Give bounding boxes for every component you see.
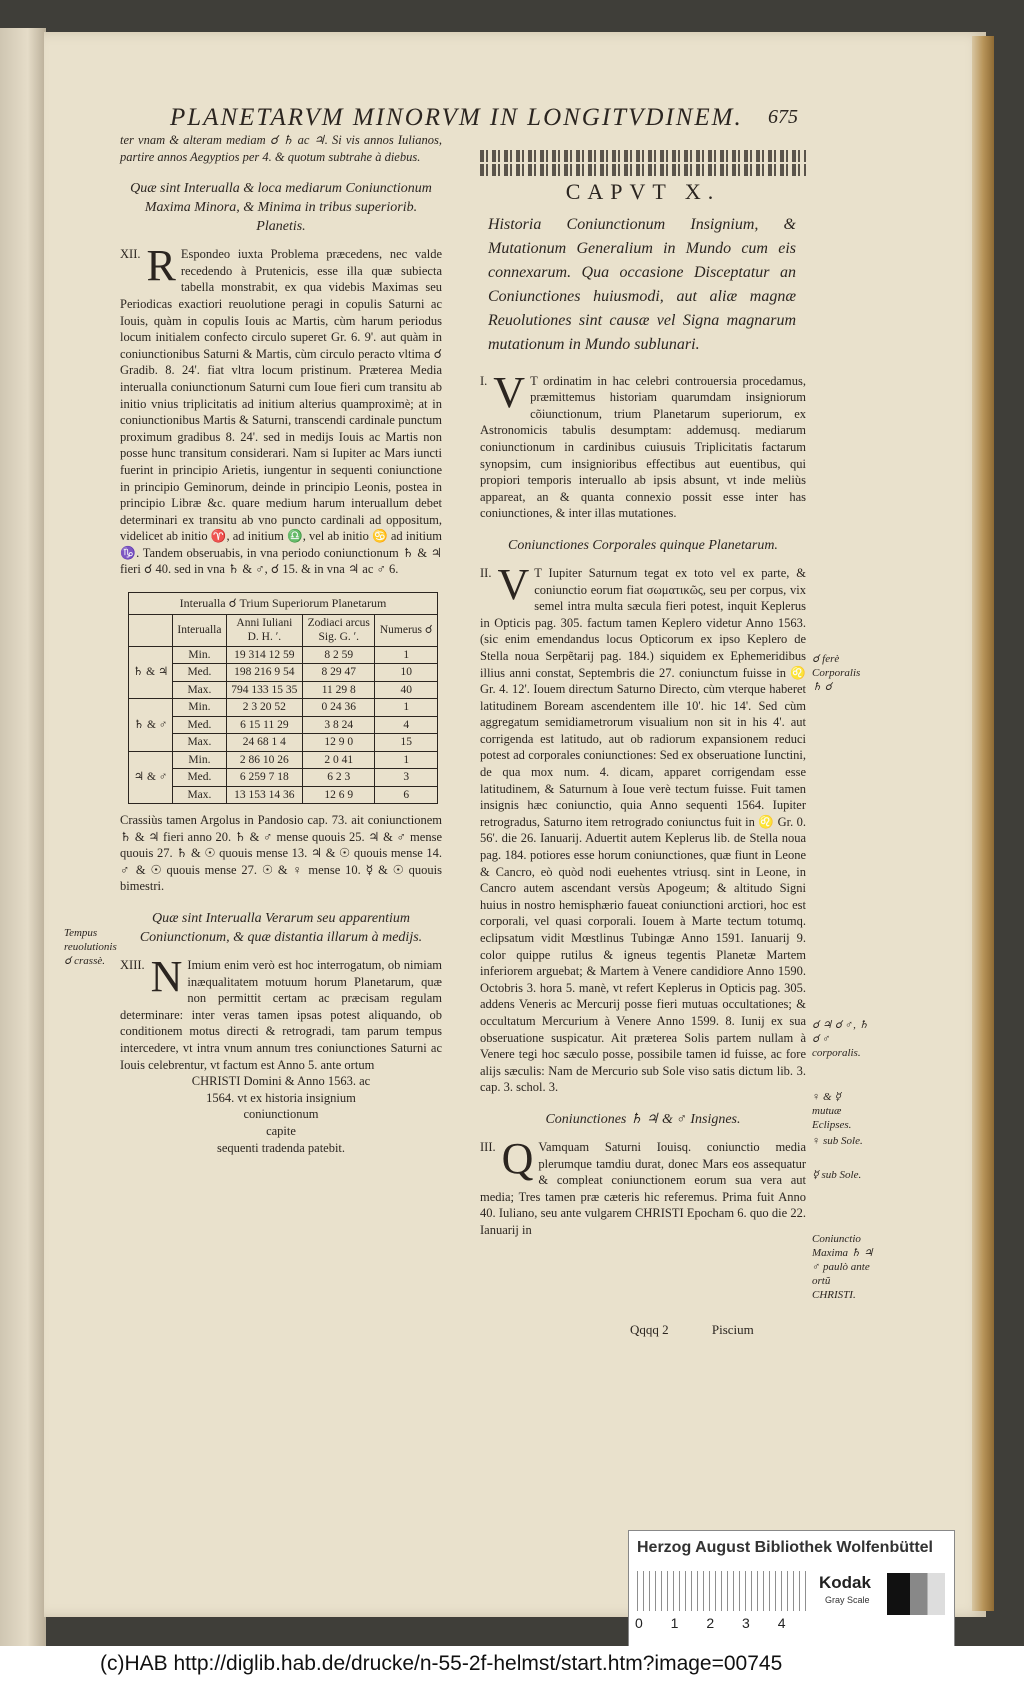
section-12 [120, 241, 442, 578]
row-label: Max. [173, 681, 226, 699]
margin-note-mercury-sun: ☿ sub Sole. [812, 1169, 862, 1181]
table-row [129, 734, 438, 752]
cell-anni: 2 3 20 52 [226, 699, 302, 717]
margin-note-venus-mercury: ♀ & ☿ mutuæ Eclipses. [812, 1091, 852, 1131]
section-text: T ordinatim in hac celebri controuersia procedamus, præmittemus historiam quarumdam insigniorum cõiunctionum, trium Planetarum superiorum, ex Astronomicis tabulis desumptam: addemusq. mediarum coniunctionum in cardinibus cuiusuis Triplicitatis factarum synopsim, cum insignioribus effectibus aut euentibus, qui propiori temporis interuallo ab ipsis absunt, vt inde meliùs appareat, an & quanta connexio possit esse inter has coniunctiones, & inter illas mutationes. [480, 373, 806, 521]
catchwords [630, 1322, 794, 1338]
cell-zodiaci: 8 29 47 [303, 664, 375, 682]
pair-label: ♃ & ♂ [129, 751, 173, 804]
section-2 [480, 559, 806, 1096]
cell-numerus: 1 [375, 699, 438, 717]
chapter-title: Historia Coniunctionum Insignium, & Mutationum Generalium in Mundo cum eis connexarum. Qua occasione Disceptatur an Coniunctiones huiusmodi, aut aliæ magnæ Reuolutiones sint causæ vel Signa magnarum mutationum in Mundo sublunari. [488, 215, 796, 353]
cell-anni: 6 259 7 18 [226, 769, 302, 787]
table-row [129, 646, 438, 664]
row-label: Med. [173, 716, 226, 734]
section-text: T Iupiter Saturnum tegat ex toto vel ex parte, & coniunctio eorum fiat σωματικῶς, seu per corpus, vix semel intra multa sæcula fieri potest, inquit Keplerus in Opticis pag. 305. factum tamen Keplero videtur Anno 1563. (sic enim emendandus locus Opticorum ex ipso Keplero de Stella noua Serpẽtarij pag. 184.) siquidem ex Ephemeridibus illius anni constat, Septembris die 27. coniunctum fuisse in ♌ Gr. 4. 12'. Iouem directum Saturno Directo, cùm vterque haberet latitudinem Boream ascendentem ille 10'. hic 14'. Sed cùm aggregatum semidiametrorum visualium non sit in his 4'. aut corrigenda est latitudo, aut ob radiorum expansionem reduci potest ad corporales coniunctiones: Sed ex obseruatione Iunctini, de qua mox num. 4. dicam, apparet corrigendam esse latitudinem, & Saturnum à Ioue verè tectum fuisse. Fuit tamen insignis hæc coniunctio, quia Anno sequenti 1564. Iupiter retrogradus, Saturno item retrogrado coniunctus fuit in ♌ Gr. 0. 56'. die 26. Ianuarij. Aduertit autem Keplerus lib. de Stella noua pag. 184. potiores esse horum coniunctiones, quæ fiunt in Leone & Cancro, eò quòd nodi euehentes vtriusq. sint in Leone, in Cancro autem ascendant versùs Apogeum; & altitudo Signi huius in nostro hemisphærio faueat coniunctioni arctiori, hoc est corporali, vel quasi corporali. Iouem à Marte tectum totumq. eclipsatum vidit Mœstlinus Tubingæ Anno 1591. Ianuarij 9. color quippe rutilus & igneus tegentis Planetæ Martem inferiorem arguebat; & Martem à Venere candidiore Anno 1590. Octobris 3. hora 5. manè, vt refert Keplerus in Opticis pag. 305. addens Veneris ac Mercurij posse fieri mutuas occultationes; & occultatum Mercurium à Venere Anno 1599. 8. Iunij ex sua obseruatione suspicatur. Ait præterea Solis partem nullam à Venere tegi hoc sæculo posse, possibile tamen id fuisse, ac fore alijs sæculis: Nam de Mercurio sub Sole viso satis dictum lib. 3. cap. 3. schol. 3. [480, 565, 806, 1095]
margin-note-tempus: Tempus reuolutionis ☌ crassè. [64, 927, 117, 967]
footer-url: (c)HAB http://diglib.hab.de/drucke/n-55-2f-helmst/start.htm?image=00745 [100, 1652, 783, 1675]
drop-capital: V [493, 367, 526, 417]
section-number: XII. [120, 247, 141, 262]
left-page-edge [0, 28, 46, 1650]
cell-numerus: 15 [375, 734, 438, 752]
margin-note-venus-sun: ♀ sub Sole. [812, 1135, 863, 1147]
ornament-band [480, 164, 806, 176]
table-row [129, 664, 438, 682]
table-row [129, 699, 438, 717]
cell-anni: 794 133 15 35 [226, 681, 302, 699]
cell-zodiaci: 3 8 24 [303, 716, 375, 734]
intro-text: ter vnam & alteram mediam ☌ ♄ ac ♃. Si vis annos Iulianos, partire annos Aegyptios per 4. & quotum subtrahe à diebus. [120, 133, 442, 164]
ornament-band [480, 150, 806, 162]
section-number: I. [480, 373, 488, 388]
section-13 [120, 952, 442, 1073]
pair-label: ♄ & ♃ [129, 646, 173, 699]
tail-line: sequenti tradenda patebit. [216, 1140, 346, 1155]
section-text: Espondeo iuxta Problema præcedens, nec valde recedendo à Prutenicis, esse illa quæ subiecta tabella monstrabit, ex qua videbis Maximas seu Periodicas exactiori reuolutione peragi in copulis Saturni ac Iouis, quàm in copulis Iouis ac Martis, cùm harum periodus locum initialem confecto circulo superet Gr. 6. 9'. aut quàm in coniunctionibus Saturni & Martis, cùm circulo peracto vltima ☌ Gradib. 8. 24'. fiat vltra locum pristinum. Præterea Media interualla coniunctionum Saturni cum Ioue fieri cum transitu ab initio vnius triplicitatis ad initium alterius quamproximè; at in coniunctionibus Martis & Saturni, transcendi cardinale punctum proximum gradibus 8. 24'. sed in medijs Iouis ac Martis non posse hunc transitum considerari. Nam si Iupiter ac Mars iuncti fuerint in principio Arietis, iungentur in sequenti coniunctione in principio Geminorum, deinde in principio Leonis, postea in principio Libræ &c. quare medium harum interuallum debet determinari ex transitu ab vno puncto cardinali ad oppositum, videlicet ab initio ♈, ad initium ♎, vel ab initio ♋ ad initium ♑. Tandem obseruabis, in vna periodo coniunctionum ♄ & ♃ fieri ☌ 40. sed in vna ♄ & ♂, ☌ 15. & in vna ♃ ac ♂ 6. [120, 247, 442, 577]
gray-scale-label: Gray Scale [825, 1595, 870, 1605]
section-text: Vamquam Saturni Iouisq. coniunctio media plerumque tamdiu durat, donec Mars eos assequatur & compleat coniunctionem eorum sua vera aut media; Tres tamen præ cæteris hic referemus. Prima fuit Anno 40. Iuliano, seu ante vulgarem CHRISTI Epocham 6. quo die 22. Ianuarij in [480, 1139, 806, 1237]
drop-capital: N [150, 952, 183, 1002]
cell-zodiaci: 0 24 36 [303, 699, 375, 717]
drop-capital: Q [501, 1133, 534, 1183]
cell-anni: 6 15 11 29 [226, 716, 302, 734]
section-number: XIII. [120, 958, 145, 973]
right-column [480, 150, 806, 1239]
cell-numerus: 6 [375, 786, 438, 804]
cell-numerus: 3 [375, 769, 438, 787]
running-head: PLANETARVM MINORVM IN LONGITVDINEM. [170, 104, 743, 131]
cell-numerus: 1 [375, 646, 438, 664]
table-header-blank [129, 614, 173, 646]
section-number: II. [480, 565, 492, 580]
footer-bar [0, 1646, 1024, 1685]
table-row [129, 681, 438, 699]
cell-anni: 24 68 1 4 [226, 734, 302, 752]
row-label: Max. [173, 786, 226, 804]
cell-numerus: 1 [375, 751, 438, 769]
cell-zodiaci: 8 2 59 [303, 646, 375, 664]
table-header-zodiaci [303, 614, 375, 646]
tail-line: capite [266, 1123, 296, 1138]
drop-capital: R [146, 241, 176, 291]
kodak-logo: Kodak [819, 1573, 871, 1592]
table-header-anni [226, 614, 302, 646]
table-caption: Interualla ☌ Trium Superiorum Planetarum [129, 593, 438, 615]
cell-numerus: 10 [375, 664, 438, 682]
row-label: Min. [173, 751, 226, 769]
crassius-paragraph: Crassiùs tamen Argolus in Pandosio cap. 73. ait coniunctionem ♄ & ♃ fieri anno 20. ♄ & ♂ mense quouis 25. ♃ & ♂ mense quouis 27. ♄ & ☉ quouis mense 13. ♃ & ☉ quouis mense 14. ♂ & ☉ quouis mense 27. ☉ & ♀ mense 10. ☿ & ☉ quouis bimestri. [120, 813, 442, 894]
table-header-interualla: Interualla [173, 614, 226, 646]
row-label: Med. [173, 664, 226, 682]
anni-label: Anni Iuliani [236, 616, 293, 629]
cell-anni: 13 153 14 36 [226, 786, 302, 804]
cell-zodiaci: 2 0 41 [303, 751, 375, 769]
cell-zodiaci: 12 6 9 [303, 786, 375, 804]
section-1 [480, 367, 806, 522]
dh-label: D. H. ʹ. [247, 631, 282, 644]
row-label: Med. [173, 769, 226, 787]
right-page-edge [972, 36, 994, 1611]
library-name: Herzog August Bibliothek Wolfenbüttel [637, 1539, 933, 1556]
cell-zodiaci: 12 9 0 [303, 734, 375, 752]
heading-corporal-conjunctions: Coniunctiones Corporales quinque Planetarum. [508, 537, 778, 553]
tail-line: coniunctionum [243, 1107, 319, 1122]
table-row [129, 786, 438, 804]
heading-true-conjunctions: Quæ sint Interualla Verarum seu apparentium Coniunctionum, & quæ distantia illarum à medijs. [139, 911, 423, 946]
row-label: Max. [173, 734, 226, 752]
scale-digits: 0 1 2 3 4 [635, 1615, 786, 1631]
chapter-heading: CAPVT X. [565, 179, 721, 204]
margin-note-coniunctio-maxima: Coniunctio Maxima ♄ ♃ ♂ paulò ante ortũ CHRISTI. [812, 1233, 874, 1301]
signature-mark: Qqqq 2 [630, 1322, 669, 1337]
cell-numerus: 4 [375, 716, 438, 734]
gray-swatch [887, 1573, 945, 1615]
zodiaci-label: Zodiaci arcus [307, 616, 370, 629]
row-label: Min. [173, 646, 226, 664]
cell-anni: 198 216 9 54 [226, 664, 302, 682]
left-column [120, 132, 442, 1156]
section-number: III. [480, 1139, 496, 1154]
heading-notable-conjunctions: Coniunctiones ♄ ♃ & ♂ Insignes. [545, 1111, 741, 1127]
tail-line: CHRISTI Domini & Anno 1563. ac [191, 1074, 371, 1089]
cell-zodiaci: 6 2 3 [303, 769, 375, 787]
scale-ruler [637, 1571, 807, 1611]
margin-note-jupiter-mars: ☌ ♃ ☌ ♂, ♄ ☌ ♂ corporalis. [812, 1019, 869, 1059]
section-text: Imium enim verò est hoc interrogatum, ob nimiam inæqualitatem motuum horum Planetarum, quæ non permittit certam ac præcisam regulam determinare: inter veras tamen ipsas potest aliquando, ob conditionem motus directi & retrogradi, tam parum tempus intercedere, vt intra vnum annum tres coniunctiones Saturni ac Iouis celebrentur, vt factum est Anno 5. ante ortum [120, 958, 442, 1072]
cell-zodiaci: 11 29 8 [303, 681, 375, 699]
intervals-table [128, 592, 438, 804]
table-row [129, 769, 438, 787]
page-number: 675 [768, 106, 798, 128]
table-row [129, 716, 438, 734]
library-color-card [628, 1530, 955, 1650]
cell-anni: 2 86 10 26 [226, 751, 302, 769]
tail-line: 1564. vt ex historia insignium [206, 1090, 356, 1105]
cell-anni: 19 314 12 59 [226, 646, 302, 664]
section-3 [480, 1133, 806, 1239]
pair-label: ♄ & ♂ [129, 699, 173, 752]
row-label: Min. [173, 699, 226, 717]
section-13-tail [120, 1073, 442, 1156]
heading-mean-conjunctions: Quæ sint Interualla & loca mediarum Coniunctionum Maxima Minora, & Minima in tribus superiorib. Planetis. [130, 181, 432, 235]
cell-numerus: 40 [375, 681, 438, 699]
table-header-numerus: Numerus ☌ [375, 614, 438, 646]
drop-capital: V [497, 559, 530, 609]
margin-note-fere: ☌ ferè Corporalis ♄ ☌ [812, 653, 861, 693]
sig-label: Sig. G. ʹ. [318, 631, 360, 644]
catchword: Piscium [711, 1322, 754, 1337]
table-row [129, 751, 438, 769]
